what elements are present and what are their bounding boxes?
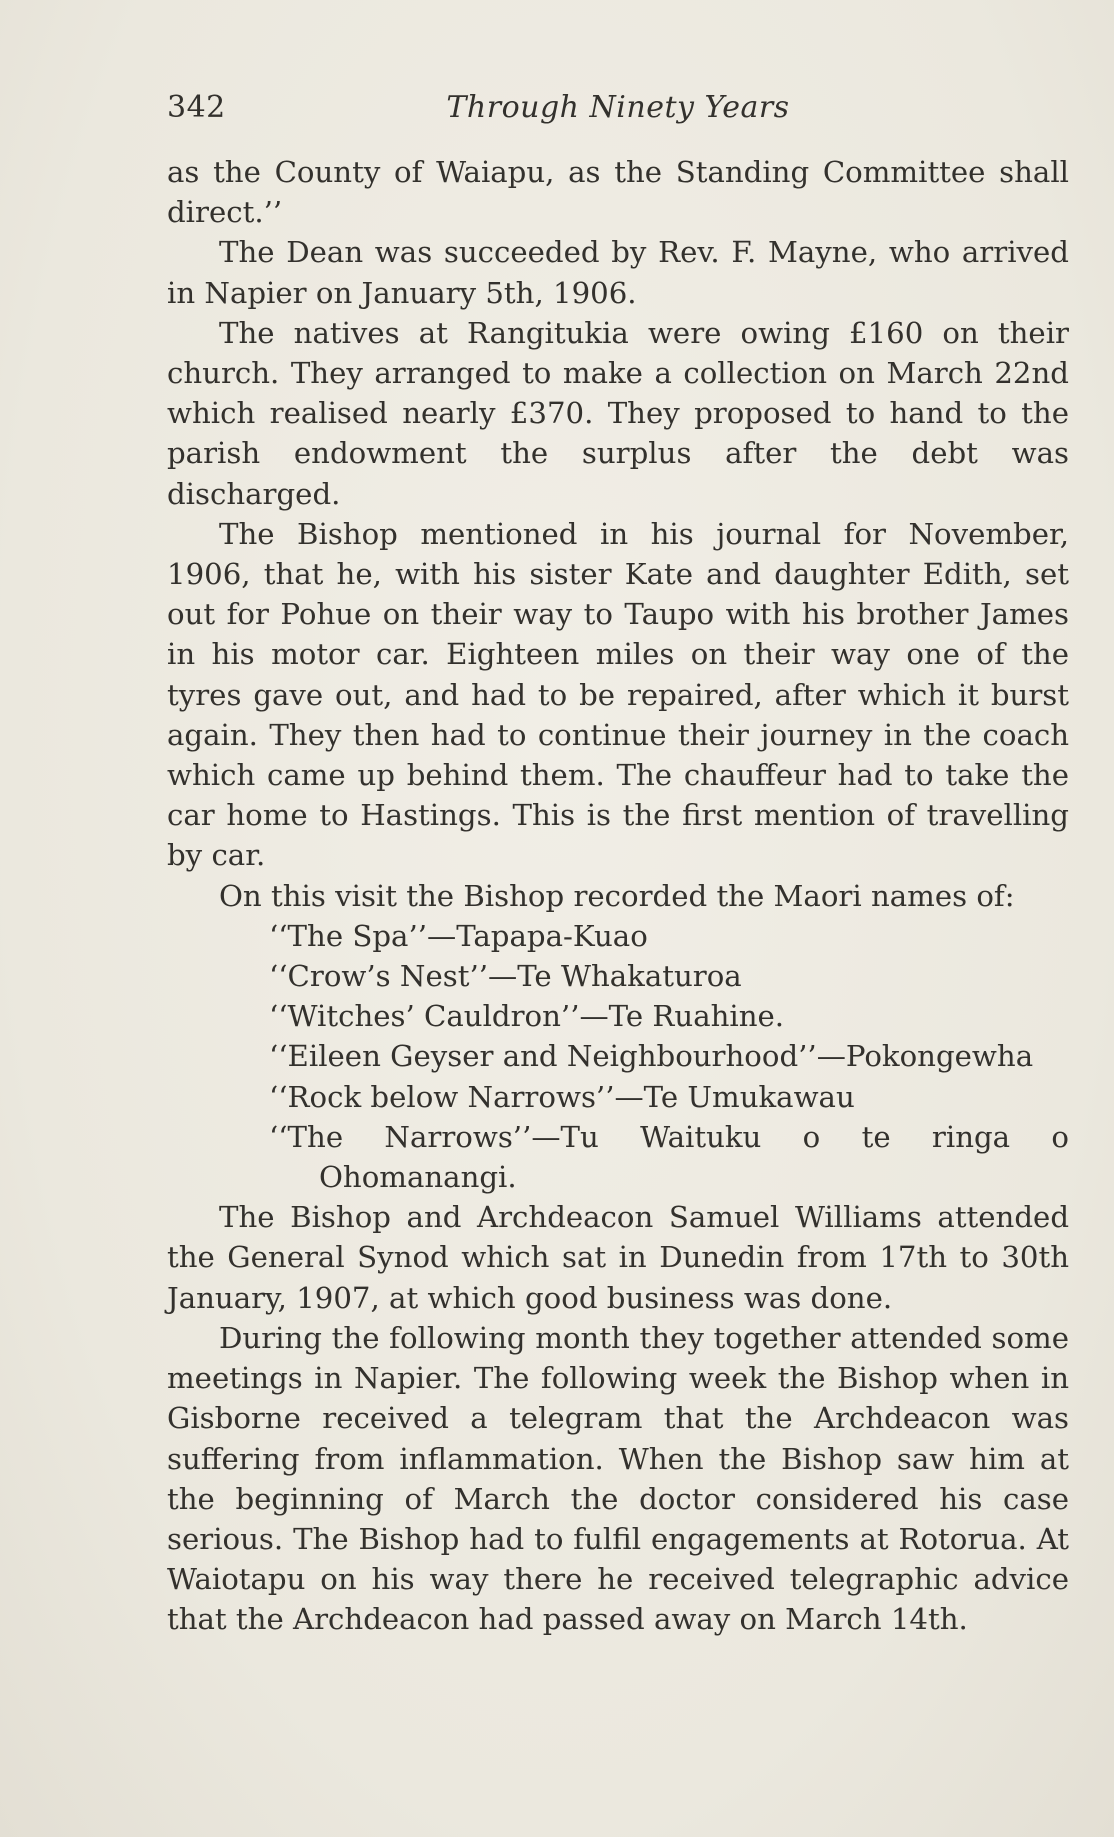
list-item: ‘‘Crow’s Nest’’—Te Whakaturoa: [269, 959, 742, 994]
list-item: ‘‘The Spa’’—Tapapa-Kuao: [269, 918, 648, 953]
paragraph-dean-succession: The Dean was succeeded by Rev. F. Mayne, who arrived in Napier on January 5th, 1906.: [167, 235, 1069, 310]
list-item: ‘‘Rock below Narrows’’—Te Umukawau: [269, 1079, 855, 1114]
running-head: [167, 88, 1069, 128]
book-title: Through Ninety Years: [446, 90, 790, 125]
paragraph-archdeacon-death: During the following month they together attended some meetings in Napier. The following week the Bishop when in Gisborne received a telegram that the Archdeacon was suffering from inflammation. When the Bishop saw him at the beginning of March the doctor considered his case serious. The Bishop had to fulfil engagements at Rotorua. At Waiotapu on his way there he received telegraphic advice that the Archdeacon had passed away on March 14th.: [167, 1320, 1069, 1637]
body-text: [167, 152, 1069, 1640]
list-item: ‘‘Witches’ Cauldron’’—Te Ruahine.: [269, 999, 785, 1034]
paragraph-rangitukia-church: The natives at Rangitukia were owing £160 on their church. They arranged to make a collection on March 22nd which realised nearly £370. They proposed to hand to the parish endowment the surplus after the debt was discharged.: [167, 315, 1069, 511]
paragraph-maori-names-intro: On this visit the Bishop recorded the Maori names of:: [219, 878, 1015, 913]
list-item: ‘‘Eileen Geyser and Neighbourhood’’—Pokongewha: [269, 1039, 1034, 1074]
paragraph-continuation: as the County of Waiapu, as the Standing Committee shall direct.’’: [167, 155, 1069, 230]
maori-names-list: [167, 916, 1069, 1197]
paragraph-general-synod: The Bishop and Archdeacon Samuel Williams attended the General Synod which sat in Dunedin from 17th to 30th January, 1907, at which good business was done.: [167, 1200, 1069, 1315]
page-number: 342: [167, 90, 226, 125]
paragraph-journey-by-car: The Bishop mentioned in his journal for November, 1906, that he, with his sister Kate and daughter Edith, set out for Pohue on their way to Taupo with his brother James in his motor car. Eighteen miles on their way one of the tyres gave out, and had to be repaired, after which it burst again. They then had to continue their journey in the coach which came up behind them. The chauffeur had to take the car home to Hastings. This is the first mention of travelling by car.: [167, 516, 1069, 873]
list-item: ‘‘The Narrows’’—Tu Waituku o te ringa o Ohomanangi.: [269, 1119, 1069, 1195]
